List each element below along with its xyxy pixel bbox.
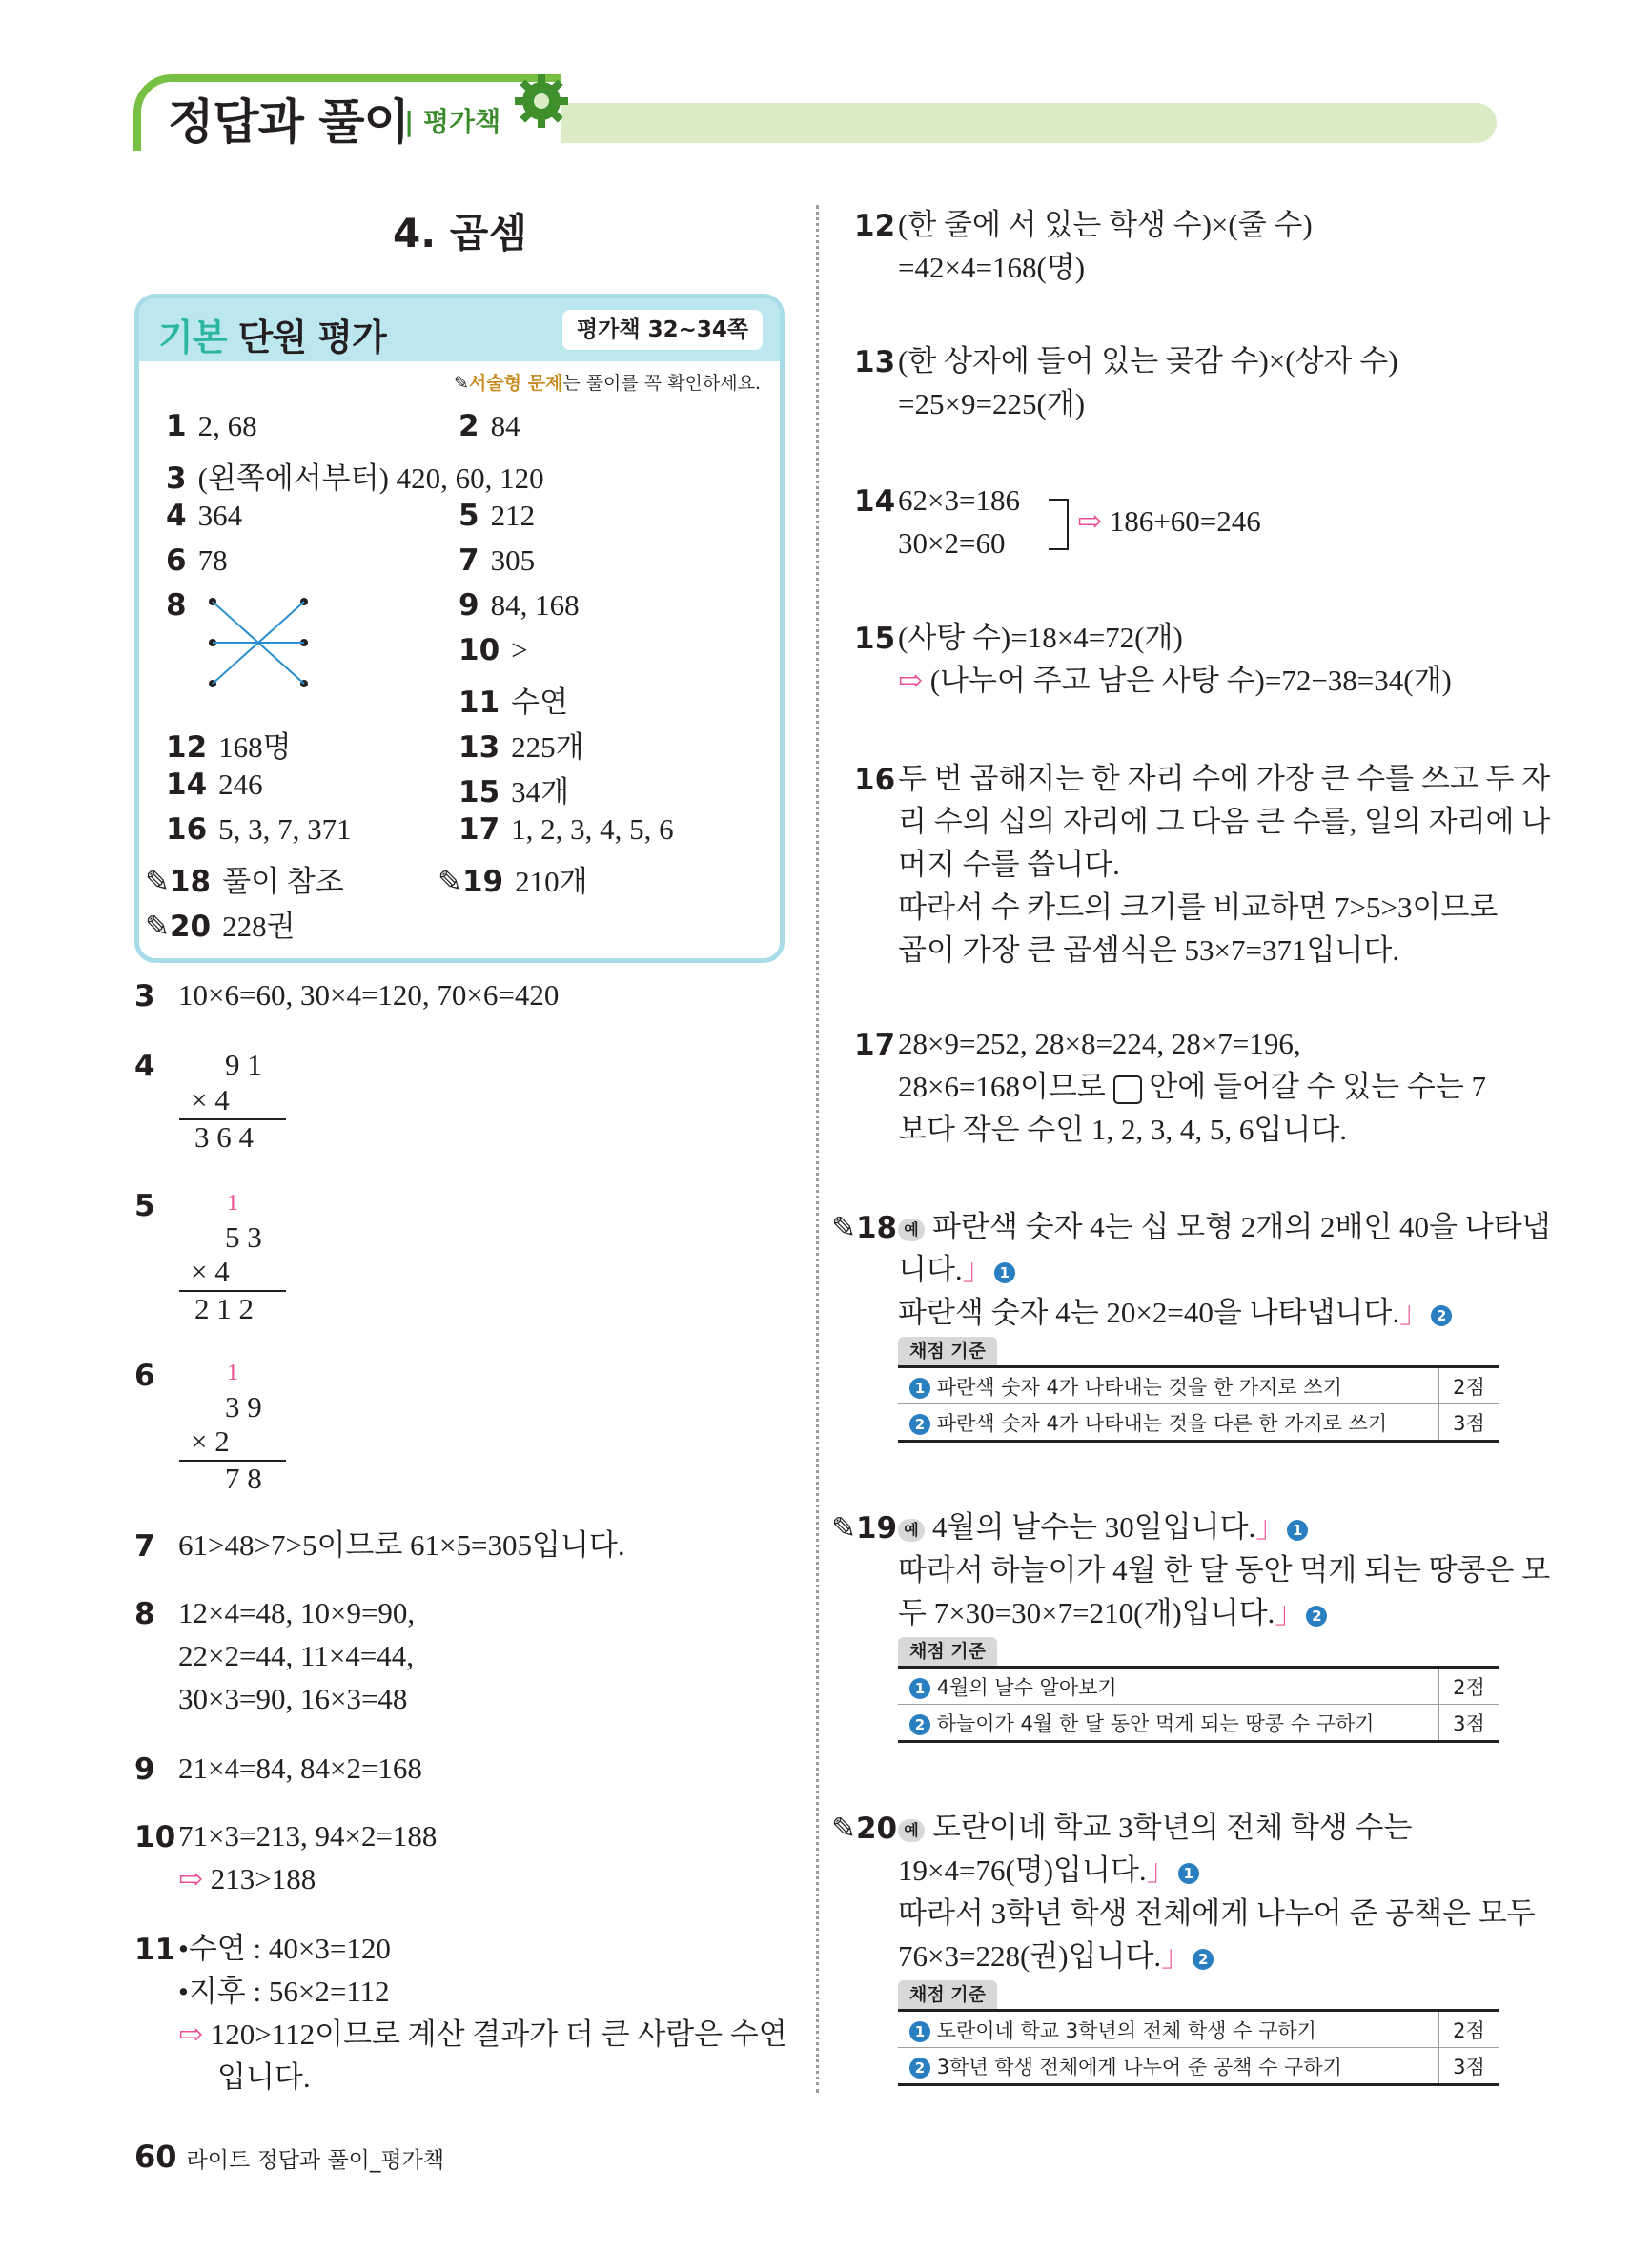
- q18-number: ✎18: [831, 1211, 898, 1245]
- answer-12: 12 168명: [166, 730, 292, 765]
- box-page-ref: 평가책 32~34쪽: [562, 310, 763, 350]
- q4-row1: 9 1: [225, 1048, 262, 1081]
- q20-line2: 19×4=76(명)입니다.」 1: [898, 1849, 1199, 1892]
- q19-line1: 예 4월의 날수는 30일입니다.」 1: [898, 1505, 1308, 1548]
- q17-line3: 보다 작은 수인 1, 2, 3, 4, 5, 6입니다.: [898, 1113, 1348, 1146]
- q4-row3: 3 6 4: [194, 1120, 254, 1154]
- q8-line3: 30×3=90, 16×3=48: [178, 1682, 408, 1715]
- answer-summary-box: [134, 294, 785, 963]
- header-title: 정답과 풀이: [168, 94, 409, 150]
- box-note: ✎서술형 문제는 풀이를 꼭 확인하세요.: [454, 373, 762, 394]
- answer-20: ✎20 228권: [145, 910, 296, 944]
- answer-6: 6 78: [166, 543, 228, 578]
- q4-number: 4: [134, 1049, 155, 1083]
- q19-criteria-table: [898, 1666, 1499, 1743]
- answer-19: ✎19 210개: [438, 865, 588, 899]
- q6-row3: 7 8: [225, 1462, 262, 1495]
- q20-line1: 예 도란이네 학교 3학년의 전체 학생 수는: [898, 1806, 1412, 1849]
- pencil-icon: ✎: [438, 865, 462, 898]
- q13-line1: (한 상자에 들어 있는 곶감 수)×(상자 수): [898, 344, 1398, 378]
- matching-diagram: [196, 590, 320, 695]
- footer: [134, 2139, 444, 2175]
- header-bar: [543, 103, 1497, 143]
- q10-line2: ⇨ 213>188: [178, 1862, 316, 1895]
- answer-13: 13 225개: [459, 730, 584, 765]
- answer-5: 5 212: [459, 499, 536, 533]
- q11-number: 11: [134, 1933, 176, 1967]
- answer-17: 17 1, 2, 3, 4, 5, 6: [459, 812, 674, 847]
- answer-16: 16 5, 3, 7, 371: [166, 812, 352, 847]
- q15-line2: ⇨ (나누어 주고 남은 사탕 수)=72−38=34(개): [898, 664, 1452, 697]
- q9-number: 9: [134, 1752, 155, 1787]
- q6-number: 6: [134, 1359, 155, 1393]
- q18-criteria-label: 채점 기준: [898, 1337, 997, 1365]
- pencil-icon: ✎: [145, 865, 170, 898]
- q10-number: 10: [134, 1820, 176, 1854]
- table-row: 2 3학년 학생 전체에게 나누어 준 공책 수 구하기 3점: [898, 2048, 1499, 2085]
- table-row: 1 4월의 날수 알아보기 2점: [898, 1668, 1499, 1705]
- arrow-icon: ⇨: [1077, 504, 1102, 538]
- q5-carry: 1: [227, 1191, 238, 1216]
- q19-line2: 따라서 하늘이가 4월 한 달 동안 먹게 되는 땅콩은 모: [898, 1553, 1551, 1587]
- answer-1: 1 2, 68: [166, 409, 257, 443]
- q7-text: 61>48>7>5이므로 61×5=305입니다.: [178, 1528, 625, 1562]
- example-badge: 예: [898, 1819, 925, 1842]
- q18-criteria-table: [898, 1365, 1499, 1443]
- q5-row3: 2 1 2: [194, 1292, 254, 1325]
- box-header: [139, 298, 780, 361]
- q18-line1: 예 파란색 숫자 4는 십 모형 2개의 2배인 40을 나타냅: [898, 1205, 1551, 1248]
- q19-line3: 두 7×30=30×7=210(개)입니다.」 2: [898, 1591, 1327, 1634]
- bracket: [1047, 496, 1075, 553]
- q20-line3: 따라서 3학년 학생 전체에게 나누어 준 공책은 모두: [898, 1896, 1536, 1930]
- q11-line1: •수연 : 40×3=120: [178, 1932, 391, 1965]
- q16-line1: 두 번 곱해지는 한 자리 수에 가장 큰 수를 쓰고 두 자: [898, 762, 1551, 795]
- q3-text: 10×6=60, 30×4=120, 70×6=420: [178, 978, 560, 1012]
- q4-row2: × 4: [191, 1083, 230, 1116]
- q8-line2: 22×2=44, 11×4=44,: [178, 1639, 415, 1672]
- q11-line4: 입니다.: [217, 2060, 311, 2094]
- answer-11: 11 수연: [459, 686, 569, 720]
- page-number: 60: [134, 2139, 177, 2175]
- q19-criteria-label: 채점 기준: [898, 1637, 997, 1666]
- answer-8: 8: [166, 588, 187, 623]
- q11-line2: •지후 : 56×2=112: [178, 1975, 390, 2008]
- q18-line3: 파란색 숫자 4는 20×2=40을 나타냅니다.」 2: [898, 1291, 1452, 1334]
- q16-line4: 따라서 수 카드의 크기를 비교하면 7>5>3이므로: [898, 891, 1499, 924]
- example-badge: 예: [898, 1219, 925, 1241]
- answer-18: ✎18 풀이 참조: [145, 865, 344, 899]
- pencil-icon: ✎: [831, 1812, 856, 1846]
- q5-number: 5: [134, 1189, 155, 1223]
- q17-line1: 28×9=252, 28×8=224, 28×7=196,: [898, 1027, 1301, 1060]
- answer-3: 3 (왼쪽에서부터) 420, 60, 120: [166, 461, 544, 496]
- q16-line2: 리 수의 십의 자리에 그 다음 큰 수를, 일의 자리에 나: [898, 805, 1551, 838]
- q8-line1: 12×4=48, 10×9=90,: [178, 1596, 416, 1629]
- footer-text: 라이트 정답과 풀이_평가책: [186, 2148, 445, 2173]
- q6-carry: 1: [227, 1361, 238, 1385]
- q8-number: 8: [134, 1597, 155, 1631]
- answer-7: 7 305: [459, 543, 536, 578]
- header-subtitle: | 평가책: [404, 106, 501, 137]
- answer-9: 9 84, 168: [459, 588, 580, 623]
- q14-result: ⇨ 186+60=246: [1077, 504, 1261, 538]
- q18-line2: 니다.」 1: [898, 1248, 1015, 1291]
- column-divider: [816, 205, 819, 2093]
- table-row: 2 하늘이가 4월 한 달 동안 먹게 되는 땅콩 수 구하기 3점: [898, 1705, 1499, 1742]
- q17-line2: 28×6=168이므로 안에 들어갈 수 있는 수는 7: [898, 1070, 1487, 1103]
- pencil-icon: ✎: [454, 373, 469, 394]
- arrow-icon: ⇨: [178, 2017, 203, 2051]
- q12-line2: =42×4=168(명): [898, 251, 1086, 284]
- answer-4: 4 364: [166, 499, 243, 533]
- q19-number: ✎19: [831, 1511, 898, 1546]
- chapter-title: 4. 곱셈: [393, 210, 527, 256]
- q20-number: ✎20: [831, 1812, 898, 1846]
- answer-15: 15 34개: [459, 775, 570, 809]
- answer-2: 2 84: [459, 409, 520, 443]
- table-row: 2 파란색 숫자 4가 나타내는 것을 다른 한 가지로 쓰기 3점: [898, 1404, 1499, 1442]
- q12-line1: (한 줄에 서 있는 학생 수)×(줄 수): [898, 208, 1313, 241]
- q16-number: 16: [854, 763, 896, 797]
- q14-number: 14: [854, 484, 896, 519]
- q6-row2: × 2: [191, 1424, 230, 1458]
- q20-criteria-label: 채점 기준: [898, 1980, 997, 2009]
- q14-line2: 30×2=60: [898, 526, 1006, 560]
- q16-line5: 곱이 가장 큰 곱셈식은 53×7=371입니다.: [898, 933, 1400, 967]
- q20-criteria-table: [898, 2009, 1499, 2086]
- table-row: 1 파란색 숫자 4가 나타내는 것을 한 가지로 쓰기 2점: [898, 1367, 1499, 1404]
- q5-row1: 5 3: [225, 1220, 262, 1254]
- arrow-icon: ⇨: [898, 664, 923, 697]
- q6-row1: 3 9: [225, 1390, 262, 1423]
- q14-line1: 62×3=186: [898, 483, 1020, 517]
- q3-number: 3: [134, 979, 155, 1014]
- q9-text: 21×4=84, 84×2=168: [178, 1751, 422, 1785]
- answer-14: 14 246: [166, 768, 263, 802]
- q20-line4: 76×3=228(권)입니다.」 2: [898, 1935, 1214, 1977]
- table-row: 1 도란이네 학교 3학년의 전체 학생 수 구하기 2점: [898, 2011, 1499, 2048]
- example-badge: 예: [898, 1519, 925, 1542]
- q13-line2: =25×9=225(개): [898, 387, 1086, 420]
- q10-line1: 71×3=213, 94×2=188: [178, 1819, 438, 1853]
- q15-number: 15: [854, 622, 896, 656]
- arrow-icon: ⇨: [178, 1862, 203, 1895]
- box-title: 기본 단원 평가: [158, 317, 386, 358]
- q16-line3: 머지 수를 씁니다.: [898, 848, 1120, 881]
- answer-10: 10 >: [459, 633, 528, 667]
- pencil-icon: ✎: [831, 1511, 856, 1546]
- pencil-icon: ✎: [145, 910, 170, 943]
- q11-line3: ⇨ 120>112이므로 계산 결과가 더 큰 사람은 수연: [178, 2017, 787, 2051]
- q12-number: 12: [854, 209, 896, 243]
- q13-number: 13: [854, 345, 896, 379]
- q5-row2: × 4: [191, 1255, 230, 1288]
- q15-line1: (사탕 수)=18×4=72(개): [898, 621, 1183, 654]
- q7-number: 7: [134, 1529, 155, 1564]
- empty-box: [1113, 1075, 1142, 1104]
- q17-number: 17: [854, 1028, 896, 1062]
- gear-icon: [511, 71, 572, 132]
- pencil-icon: ✎: [831, 1211, 856, 1245]
